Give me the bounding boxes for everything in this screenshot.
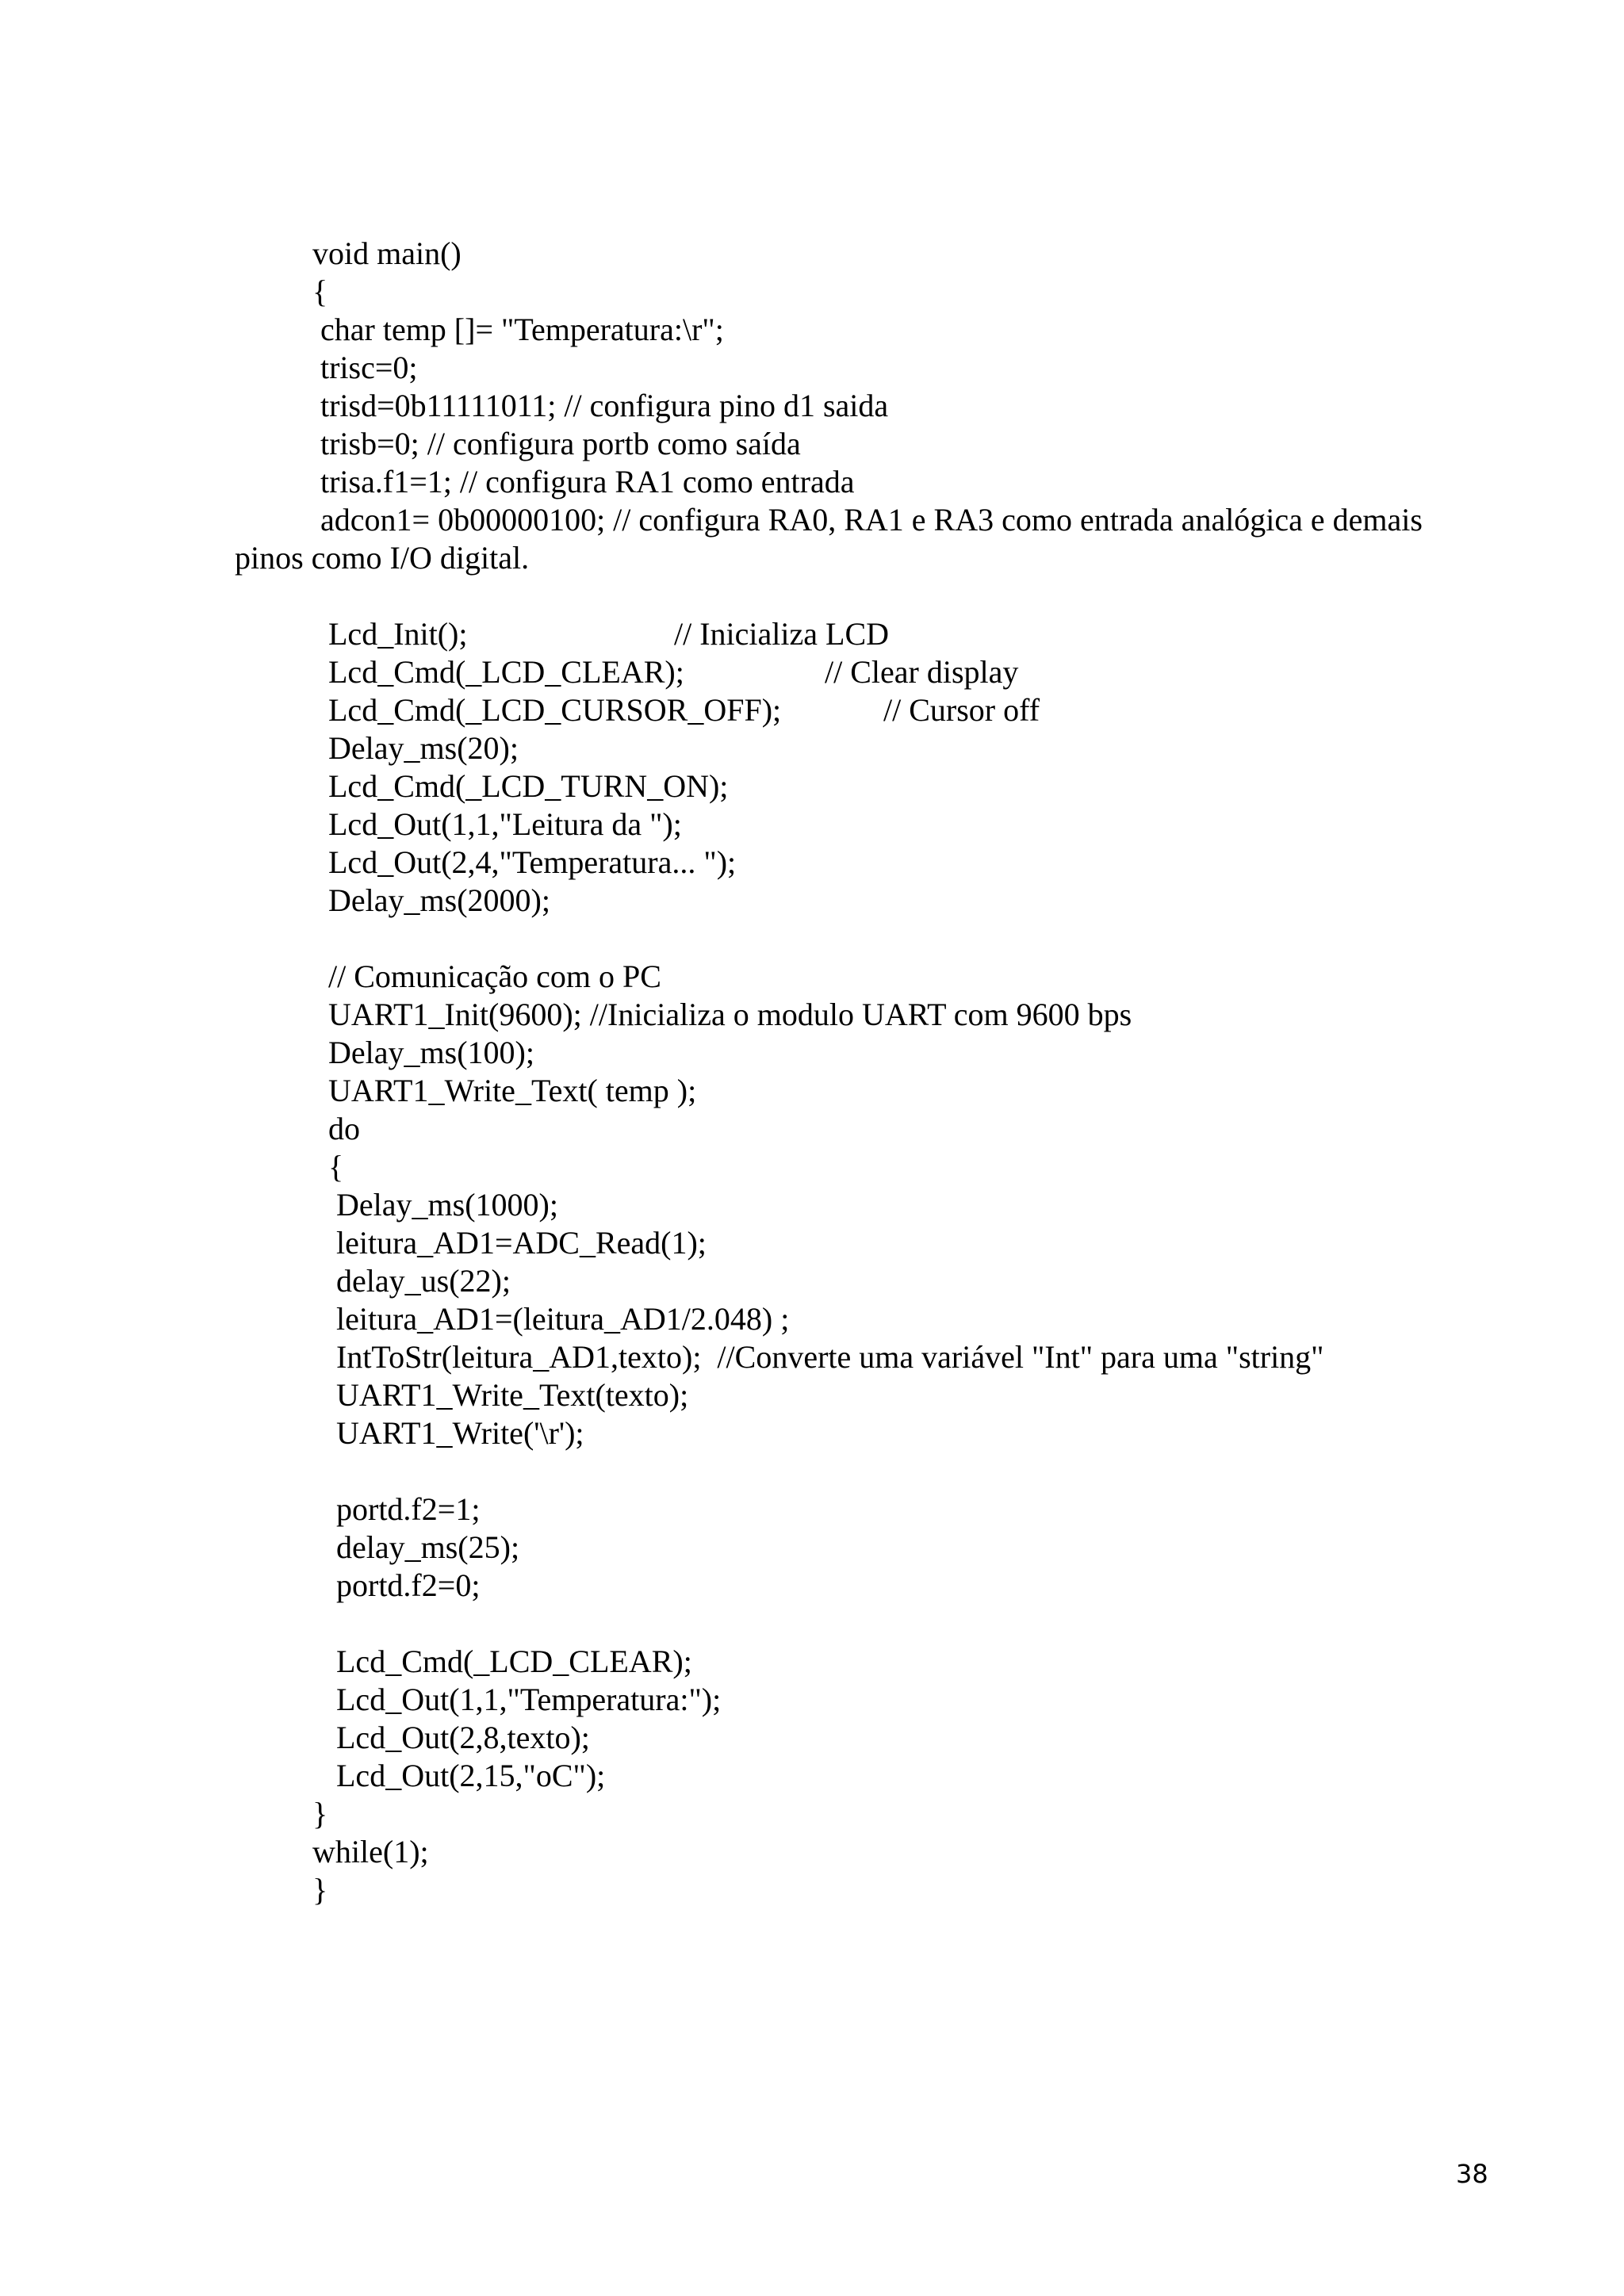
page-number: 38 <box>1456 2159 1488 2189</box>
code-line: Lcd_Init(); <box>328 616 468 652</box>
code-line: Lcd_Cmd(_LCD_TURN_ON); <box>328 768 729 804</box>
code-line: Lcd_Out(1,1,"Leitura da "); <box>328 806 682 842</box>
code-line: UART1_Init(9600); //Inicializa o modulo UART com 9600 bps <box>328 997 1132 1032</box>
code-line: UART1_Write_Text( temp ); <box>328 1073 697 1108</box>
code-line: Delay_ms(20); <box>328 730 519 766</box>
code-line: adcon1= 0b00000100; // configura RA0, RA1 e RA3 como entrada analógica e demais <box>320 502 1423 538</box>
code-line: void main() <box>312 235 462 271</box>
code-line: Lcd_Cmd(_LCD_CLEAR); <box>328 654 684 690</box>
code-line: { <box>312 274 328 309</box>
code-line: Lcd_Out(2,4,"Temperatura... "); <box>328 844 737 880</box>
code-line: Delay_ms(1000); <box>336 1187 558 1223</box>
code-comment: // Inicializa LCD <box>674 616 890 652</box>
code-line: while(1); <box>312 1834 429 1869</box>
code-line: trisd=0b11111011; // configura pino d1 saida <box>320 388 889 423</box>
code-line: leitura_AD1=(leitura_AD1/2.048) ; <box>336 1301 790 1337</box>
code-line: Lcd_Out(1,1,"Temperatura:"); <box>336 1682 722 1717</box>
code-line: } <box>312 1796 328 1831</box>
code-line: Lcd_Out(2,8,texto); <box>336 1720 590 1755</box>
code-line: { <box>328 1149 344 1184</box>
code-line: Lcd_Cmd(_LCD_CURSOR_OFF); <box>328 692 782 728</box>
code-line: delay_ms(25); <box>336 1529 520 1565</box>
code-line: leitura_AD1=ADC_Read(1); <box>336 1225 707 1261</box>
code-line: portd.f2=1; <box>336 1491 481 1527</box>
code-line: IntToStr(leitura_AD1,texto); //Converte uma variável "Int" para uma "string" <box>336 1339 1324 1375</box>
code-comment: // Comunicação com o PC <box>328 959 661 994</box>
code-line: } <box>312 1872 328 1908</box>
code-line: UART1_Write('\r'); <box>336 1415 584 1451</box>
code-line: delay_us(22); <box>336 1263 511 1299</box>
code-line: portd.f2=0; <box>336 1567 481 1603</box>
code-line: Delay_ms(100); <box>328 1035 534 1070</box>
code-line: trisb=0; // configura portb como saída <box>320 426 801 461</box>
code-comment: // Cursor off <box>883 692 1040 728</box>
code-line: Lcd_Cmd(_LCD_CLEAR); <box>336 1644 692 1679</box>
code-line: trisc=0; <box>320 350 418 385</box>
code-line: char temp []= "Temperatura:\r"; <box>320 312 724 347</box>
code-line: pinos como I/O digital. <box>235 540 530 576</box>
code-line: Delay_ms(2000); <box>328 882 550 918</box>
code-line: Lcd_Out(2,15,"oC"); <box>336 1758 606 1793</box>
code-line: UART1_Write_Text(texto); <box>336 1377 689 1413</box>
code-line: do <box>328 1111 360 1146</box>
code-comment: // Clear display <box>825 654 1019 690</box>
code-line: trisa.f1=1; // configura RA1 como entrada <box>320 464 855 499</box>
